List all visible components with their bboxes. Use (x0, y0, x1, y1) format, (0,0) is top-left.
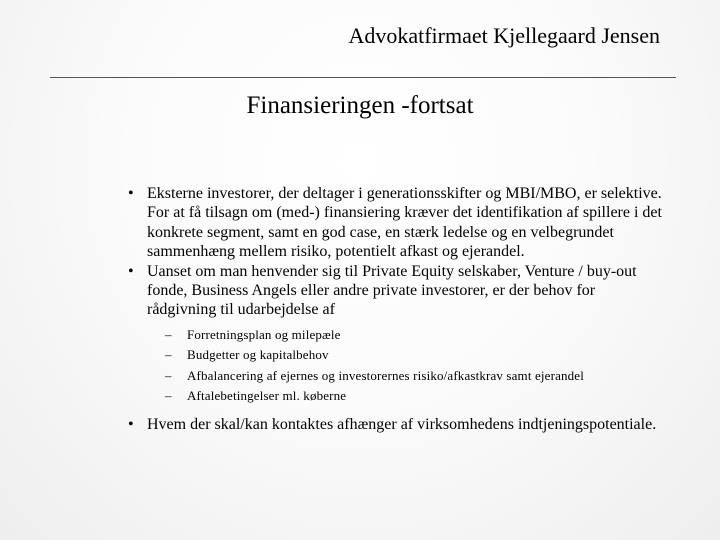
bullet-list (128, 184, 668, 434)
sub-bullet-text: Budgetter og kapitalbehov (187, 347, 329, 363)
sub-bullet-list (165, 325, 668, 407)
slide-title: Finansieringen -fortsat (246, 92, 474, 119)
dash-icon: – (165, 388, 172, 404)
sub-bullet-text: Afbalancering af ejernes og investorernes risiko/afkastkrav samt ejerandel (187, 367, 584, 383)
bullet-text: Hvem der skal/kan kontaktes afhænger af virksomhedens indtjeningspotentiale. (147, 415, 657, 433)
header-divider (50, 77, 676, 78)
bullet-item (128, 262, 668, 320)
sub-bullet-text: Aftalebetingelser ml. køberne (187, 388, 347, 404)
bullet-item (128, 184, 668, 262)
bullet-text: Uanset om man henvender sig til Private Equity selskaber, Venture / buy-out fonde, Business Angels eller andre private investorer, er der behov for rådgivning til udarbejdelse af (147, 262, 637, 319)
bullet-icon: • (128, 415, 134, 433)
sub-bullet-item (165, 325, 668, 346)
dash-icon: – (165, 326, 172, 342)
bullet-icon: • (128, 262, 134, 280)
bullet-item (128, 415, 668, 434)
sub-bullet-text: Forretningsplan og milepæle (187, 326, 341, 342)
sub-bullet-item (165, 345, 668, 366)
bullet-icon: • (128, 185, 134, 202)
dash-icon: – (165, 347, 172, 363)
dash-icon: – (165, 367, 172, 383)
firm-name: Advokatfirmaet Kjellegaard Jensen (348, 23, 660, 48)
sub-bullet-item (165, 366, 668, 387)
sub-bullet-item (165, 386, 668, 407)
bullet-text: Eksterne investorer, der deltager i generationsskifter og MBI/MBO, er selektive. For at få tilsagn om (med-) finansiering kræver det identifikation af spillere i det konkrete segment, samt en god case, en stærk ledelse og en velbegrundet sammenhæng mellem risiko, potentielt afkast og ejerandel. (147, 185, 662, 261)
